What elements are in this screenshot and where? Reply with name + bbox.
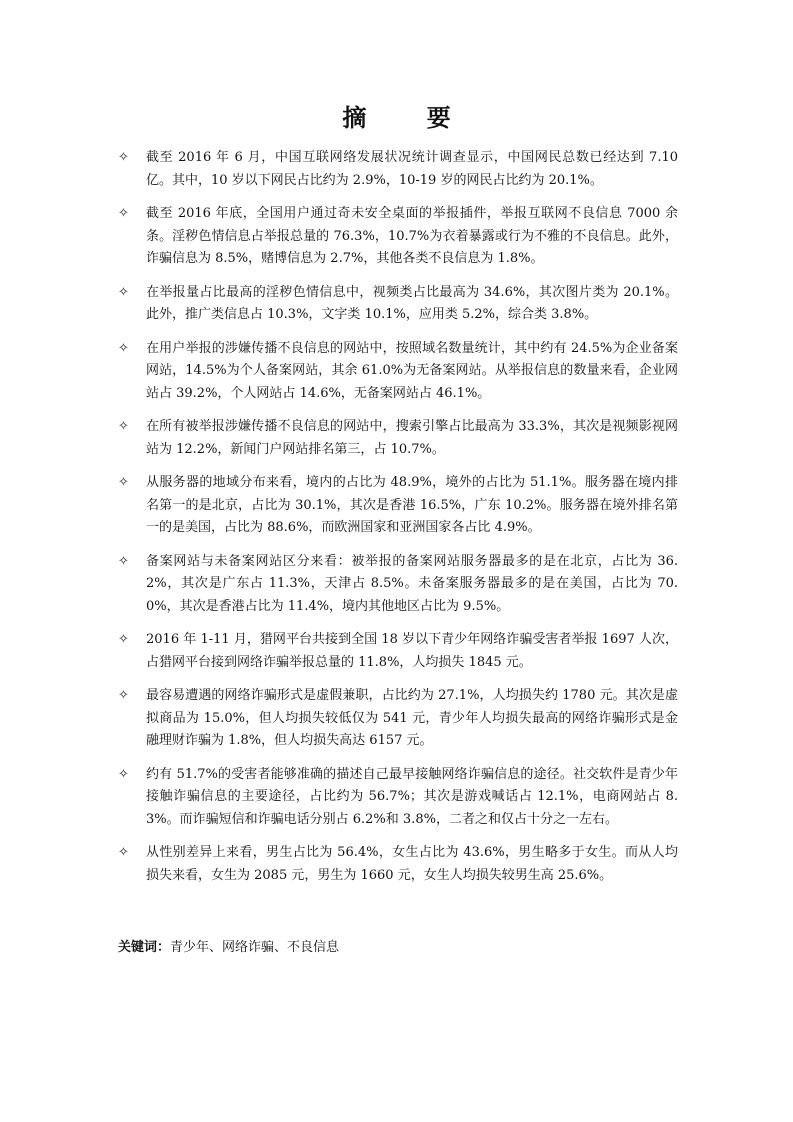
keywords-label: 关键词： — [118, 940, 171, 955]
diamond-bullet-icon: ✧ — [118, 553, 129, 569]
list-item — [118, 416, 678, 461]
list-item — [118, 282, 678, 327]
list-item-text: 截至 2016 年底，全国用户通过奇未安全桌面的举报插件，举报互联网不良信息 7000 余条。淫秽色情信息占举报总量的 76.3%，10.7%为衣着暴露或行为不雅的不良信息。此外，诈骗信息为 8.5%，赌博信息为 2.7%，其他各类不良信息为 1.8%。 — [146, 206, 678, 266]
list-item — [118, 685, 678, 753]
list-item — [118, 629, 678, 674]
list-item-text: 截至 2016 年 6 月，中国互联网络发展状况统计调查显示，中国网民总数已经达到 7.10 亿。其中，10 岁以下网民占比约为 2.9%，10-19 岁的网民占比约为 20.1%。 — [146, 150, 678, 188]
list-item — [118, 338, 678, 406]
keywords-value: 青少年、网络诈骗、不良信息 — [170, 940, 340, 955]
diamond-bullet-icon: ✧ — [118, 340, 129, 356]
diamond-bullet-icon: ✧ — [118, 766, 129, 782]
list-item-text: 在举报量占比最高的淫秽色情信息中，视频类占比最高为 34.6%，其次图片类为 20.1%。此外，推广类信息占 10.3%，文字类 10.1%，应用类 5.2%，综合类 3.8%。 — [146, 284, 678, 322]
list-item-text: 从性别差异上来看，男生占比为 56.4%，女生占比为 43.6%，男生略多于女生。而从人均损失来看，女生为 2085 元，男生为 1660 元，女生人均损失较男生高 25.6%。 — [146, 845, 678, 883]
keywords-line — [118, 937, 678, 959]
list-item-text: 最容易遭遇的网络诈骗形式是虚假兼职，占比约为 27.1%，人均损失约 1780 元。其次是虚拟商品为 15.0%，但人均损失较低仅为 541 元，青少年人均损失最高的网络诈骗形式是金融理财诈骗为 1.8%，但人均损失高达 6157 元。 — [146, 688, 678, 748]
list-item-text: 在所有被举报涉嫌传播不良信息的网站中，搜索引擎占比最高为 33.3%，其次是视频影视网站为 12.2%，新闻门户网站排名第三，占 10.7%。 — [146, 419, 678, 457]
diamond-bullet-icon: ✧ — [118, 632, 129, 647]
list-item — [118, 147, 678, 192]
list-item — [118, 472, 678, 540]
diamond-bullet-icon: ✧ — [118, 284, 129, 300]
page-title: 摘 要 — [342, 104, 477, 132]
list-item-text: 约有 51.7%的受害者能够准确的描述自己最早接触网络诈骗信息的途径。社交软件是青少年接触诈骗信息的主要途径，占比约为 56.7%；其次是游戏喊话占 12.1%，电商网站占 8.3%。而诈骗短信和诈骗电话分别占 6.2%和 3.8%，二者之和仅占十分之一左右。 — [146, 766, 678, 827]
list-item — [118, 764, 678, 832]
diamond-bullet-icon: ✧ — [118, 206, 129, 221]
diamond-bullet-icon: ✧ — [118, 419, 129, 434]
list-item — [118, 551, 678, 619]
list-item-text: 2016 年 1-11 月，猎网平台共接到全国 18 岁以下青少年网络诈骗受害者举报 1697 人次，占猎网平台接到网络诈骗举报总量的 11.8%，人均损失 1845 元。 — [146, 632, 678, 670]
diamond-bullet-icon: ✧ — [118, 475, 129, 490]
diamond-bullet-icon: ✧ — [118, 845, 129, 860]
list-item-text: 从服务器的地域分布来看，境内的占比为 48.9%，境外的占比为 51.1%。服务器在境内排名第一的是北京，占比为 30.1%，其次是香港 16.5%，广东 10.2%。服务器在境外排名第一的是美国，占比为 88.6%，而欧洲国家和亚洲国家各占比 4.9%。 — [146, 475, 678, 535]
list-item — [118, 842, 678, 887]
list-item-text: 在用户举报的涉嫌传播不良信息的网站中，按照域名数量统计，其中约有 24.5%为企业备案网站，14.5%为个人备案网站，其余 61.0%为无备案网站。从举报信息的数量来看，企业网站占 39.2%，个人网站占 14.6%，无备案网站占 46.1%。 — [146, 340, 678, 401]
list-item-text: 备案网站与未备案网站区分来看：被举报的备案网站服务器最多的是在北京，占比为 36.2%，其次是广东占 11.3%，天津占 8.5%。未备案服务器最多的是在美国，占比为 70.0%，其次是香港占比为 11.4%，境内其他地区占比为 9.5%。 — [146, 553, 678, 614]
diamond-bullet-icon: ✧ — [118, 150, 129, 165]
list-item — [118, 203, 678, 271]
diamond-bullet-icon: ✧ — [118, 688, 129, 703]
abstract-bullet-list — [118, 147, 678, 898]
